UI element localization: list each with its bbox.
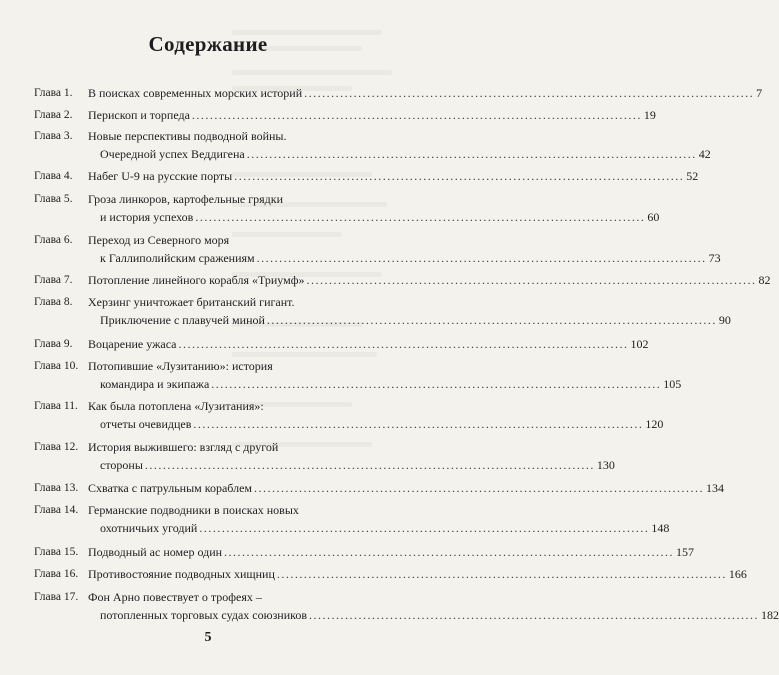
- toc-entry[interactable]: [34, 271, 771, 289]
- chapter-page-number: 182: [761, 608, 779, 622]
- chapter-page-number: 157: [676, 545, 695, 559]
- chapter-title-line: [88, 588, 378, 606]
- dot-leader: ....................................................................................................: [191, 108, 642, 122]
- toc-entry[interactable]: [34, 357, 682, 393]
- chapter-number: Глава 13.: [34, 482, 79, 494]
- chapter-title-line: [88, 106, 656, 124]
- chapter-title-text: Как была потоплена «Лузитания»:: [88, 399, 264, 413]
- chapter-title-text: История выжившего: взгляд с другой: [88, 440, 279, 454]
- chapter-title-text: отчеты очевидцев: [100, 417, 192, 431]
- chapter-number: Глава 10.: [34, 360, 79, 372]
- chapter-title: [88, 127, 711, 163]
- chapter-number: Глава 2.: [34, 109, 73, 121]
- chapter-title-text: Подводный ас номер один: [88, 545, 223, 559]
- dot-leader: ....................................................................................................: [195, 210, 646, 224]
- dot-leader: ....................................................................................................: [224, 545, 675, 559]
- chapter-title: [88, 397, 664, 433]
- chapter-title-line: [88, 231, 378, 249]
- table-of-contents: [34, 84, 779, 624]
- chapter-title: [88, 479, 725, 497]
- chapter-title: [88, 84, 763, 102]
- chapter-title-text: Набег U-9 на русские порты: [88, 169, 233, 183]
- chapter-title: [88, 565, 747, 583]
- dot-leader: ....................................................................................................: [254, 481, 705, 495]
- chapter-title-line: [88, 293, 378, 311]
- chapter-number: Глава 14.: [34, 504, 79, 516]
- chapter-number: Глава 3.: [34, 130, 73, 142]
- chapter-page-number: 73: [708, 251, 721, 265]
- chapter-title-line: [88, 145, 711, 163]
- chapter-title-text: Херзинг уничтожает британский гигант.: [88, 295, 295, 309]
- chapter-title-text: Гроза линкоров, картофельные грядки: [88, 192, 284, 206]
- chapter-number: Глава 7.: [34, 274, 73, 286]
- dot-leader: ....................................................................................................: [276, 567, 727, 581]
- chapter-page-number: 166: [728, 567, 747, 581]
- chapter-title-text: к Галлиполийским сражениям: [100, 251, 255, 265]
- toc-entry[interactable]: [34, 543, 695, 561]
- dot-leader: ....................................................................................................: [144, 458, 595, 472]
- chapter-title-line: [88, 84, 763, 102]
- chapter-title: [88, 543, 695, 561]
- chapter-page-number: 42: [698, 147, 711, 161]
- chapter-title-text: стороны: [100, 458, 143, 472]
- chapter-title-text: Переход из Северного моря: [88, 233, 230, 247]
- chapter-title-line: [88, 208, 660, 226]
- chapter-title: [88, 357, 682, 393]
- chapter-number: Глава 12.: [34, 441, 79, 453]
- chapter-title-line: [88, 606, 779, 624]
- chapter-number: Глава 16.: [34, 568, 79, 580]
- chapter-title-line: [88, 271, 771, 289]
- chapter-number: Глава 1.: [34, 87, 73, 99]
- toc-entry[interactable]: [34, 190, 660, 226]
- chapter-number: Глава 5.: [34, 193, 73, 205]
- chapter-title-line: [88, 167, 699, 185]
- dot-leader: ....................................................................................................: [199, 521, 650, 535]
- toc-entry[interactable]: [34, 167, 699, 185]
- dot-leader: ....................................................................................................: [304, 86, 755, 100]
- dot-leader: ....................................................................................................: [234, 169, 685, 183]
- chapter-title: [88, 106, 656, 124]
- toc-entry[interactable]: [34, 127, 711, 163]
- chapter-page-number: 82: [758, 273, 771, 287]
- toc-entry[interactable]: [34, 588, 779, 624]
- dot-leader: ....................................................................................................: [246, 147, 697, 161]
- chapter-title-text: Новые перспективы подводной войны.: [88, 129, 287, 143]
- chapter-title-text: В поисках современных морских историй: [88, 86, 303, 100]
- chapter-number: Глава 11.: [34, 400, 78, 412]
- page-title: Содержание: [148, 32, 268, 56]
- chapter-page-number: 19: [643, 108, 656, 122]
- chapter-title: [88, 271, 771, 289]
- chapter-title-line: [88, 438, 378, 456]
- chapter-title-text: Противостояние подводных хищниц: [88, 567, 275, 581]
- chapter-title: [88, 190, 660, 226]
- chapter-page-number: 60: [647, 210, 660, 224]
- chapter-title: [88, 167, 699, 185]
- chapter-title-line: [88, 501, 378, 519]
- toc-entry[interactable]: [34, 335, 649, 353]
- page-number: 5: [204, 630, 212, 645]
- toc-entry[interactable]: [34, 106, 656, 124]
- chapter-title-text: Воцарение ужаса: [88, 337, 177, 351]
- chapter-title-line: [88, 190, 378, 208]
- chapter-title-line: [88, 415, 664, 433]
- toc-entry[interactable]: [34, 501, 670, 537]
- chapter-page-number: 102: [630, 337, 649, 351]
- chapter-title: [88, 231, 721, 267]
- chapter-title: [88, 293, 731, 329]
- chapter-title-text: Фон Арно повествует о трофеях –: [88, 590, 262, 604]
- chapter-number: Глава 9.: [34, 338, 73, 350]
- chapter-title-line: [88, 565, 747, 583]
- chapter-title-text: потопленных торговых судах союзников: [100, 608, 308, 622]
- toc-entry[interactable]: [34, 397, 664, 433]
- chapter-title-line: [88, 519, 670, 537]
- toc-entry[interactable]: [34, 231, 721, 267]
- chapter-title-text: Схватка с патрульным кораблем: [88, 481, 253, 495]
- chapter-title-text: Потопление линейного корабля «Триумф»: [88, 273, 305, 287]
- chapter-title: [88, 501, 670, 537]
- chapter-page-number: 148: [651, 521, 670, 535]
- dot-leader: ....................................................................................................: [178, 337, 629, 351]
- toc-entry[interactable]: [34, 565, 747, 583]
- chapter-title-text: Перископ и торпеда: [88, 108, 190, 122]
- chapter-title: [88, 588, 779, 624]
- chapter-title-line: [88, 311, 731, 329]
- chapter-title-text: и история успехов: [100, 210, 194, 224]
- dot-leader: ....................................................................................................: [266, 313, 717, 327]
- chapter-title-text: Приключение с плавучей миной: [100, 313, 265, 327]
- chapter-page-number: 134: [706, 481, 725, 495]
- dot-leader: ....................................................................................................: [309, 608, 760, 622]
- chapter-page-number: 120: [645, 417, 664, 431]
- chapter-title: [88, 438, 615, 474]
- dot-leader: ....................................................................................................: [211, 377, 662, 391]
- chapter-number: Глава 17.: [34, 591, 79, 603]
- chapter-title-line: [88, 543, 695, 561]
- dot-leader: ....................................................................................................: [193, 417, 644, 431]
- chapter-title-text: Очередной успех Веддигена: [100, 147, 245, 161]
- chapter-title-line: [88, 456, 615, 474]
- toc-entry[interactable]: [34, 479, 725, 497]
- chapter-title-line: [88, 335, 649, 353]
- chapter-title-text: командира и экипажа: [100, 377, 210, 391]
- dot-leader: ....................................................................................................: [256, 251, 707, 265]
- chapter-number: Глава 8.: [34, 296, 73, 308]
- chapter-title-text: охотничьих угодий: [100, 521, 198, 535]
- chapter-title-line: [88, 249, 721, 267]
- dot-leader: ....................................................................................................: [306, 273, 757, 287]
- chapter-page-number: 7: [756, 86, 763, 100]
- chapter-number: Глава 6.: [34, 234, 73, 246]
- chapter-page-number: 130: [596, 458, 615, 472]
- toc-entry[interactable]: [34, 438, 615, 474]
- chapter-title-line: [88, 357, 378, 375]
- chapter-page-number: 105: [663, 377, 682, 391]
- toc-entry[interactable]: [34, 84, 763, 102]
- chapter-title: [88, 335, 649, 353]
- chapter-title-text: Потопившие «Лузитанию»: история: [88, 359, 273, 373]
- chapter-title-line: [88, 127, 378, 145]
- chapter-page-number: 90: [718, 313, 731, 327]
- chapter-title-line: [88, 375, 682, 393]
- toc-entry[interactable]: [34, 293, 731, 329]
- chapter-number: Глава 15.: [34, 546, 79, 558]
- chapter-title-line: [88, 397, 378, 415]
- chapter-number: Глава 4.: [34, 170, 73, 182]
- chapter-title-line: [88, 479, 725, 497]
- chapter-page-number: 52: [686, 169, 699, 183]
- chapter-title-text: Германские подводники в поисках новых: [88, 503, 299, 517]
